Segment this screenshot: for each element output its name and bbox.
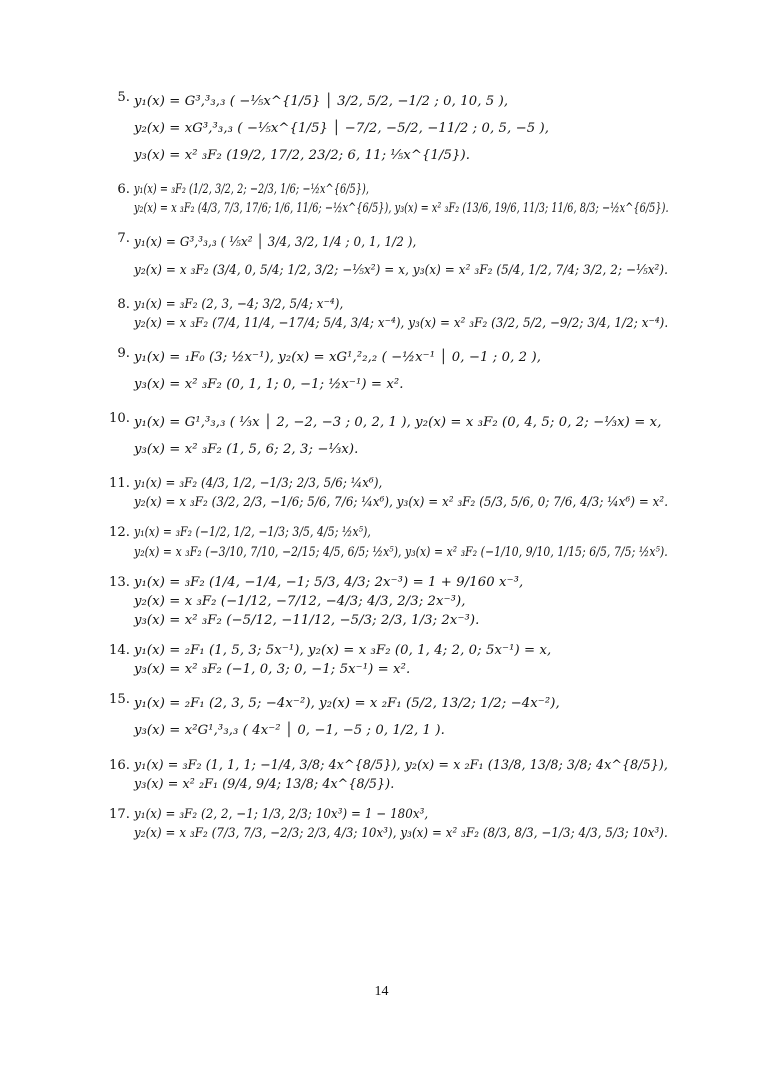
formula-line: y₂(x) = x ₃F₂ (3/4, 0, 5/4; 1/2, 3/2; −⅕x²) = x, y₃(x) = x² ₃F₂ (5/4, 1/2, 7/4; 3/2, 2; −⅕x²). xyxy=(134,262,669,278)
formula-number: 6. xyxy=(117,182,130,198)
formula-number: 15. xyxy=(109,692,130,708)
formula-number: 11. xyxy=(109,476,130,492)
formula-item xyxy=(104,523,668,561)
formula-item xyxy=(104,295,669,333)
formula-item xyxy=(104,641,664,679)
formula-body xyxy=(134,641,664,679)
formula-item xyxy=(104,573,664,630)
formula-body xyxy=(134,690,664,744)
formula-item xyxy=(104,180,669,218)
formula-body xyxy=(134,344,664,398)
formula-line: y₃(x) = x²G¹,³₃,₃ ( 4x⁻² │ 0, −1, −5 ; 0, 1/2, 1 ). xyxy=(134,723,445,739)
formula-item xyxy=(104,474,669,512)
formula-line: y₁(x) = ₃F₂ (4/3, 1/2, −1/3; 2/3, 5/6; ¼x⁶), xyxy=(134,476,383,492)
formula-line: y₃(x) = x² ₂F₁ (9/4, 9/4; 13/8; 4x^{8/5}). xyxy=(134,776,395,792)
formula-line: y₂(x) = x ₃F₂ (−3/10, 7/10, −2/15; 4/5, 6/5; ½x⁵), y₃(x) = x² ₃F₂ (−1/10, 9/10, 1/15; 6/5, 7/5; ½x⁵). xyxy=(134,544,668,560)
formula-number: 13. xyxy=(109,574,130,590)
formula-body xyxy=(134,573,664,630)
formula-line: y₁(x) = G³,³₃,₃ ( −⅕x^{1/5} │ 3/2, 5/2, −1/2 ; 0, 10, 5 ), xyxy=(134,94,509,109)
formula-body xyxy=(134,229,724,283)
formula-line: y₃(x) = x² ₃F₂ (1, 5, 6; 2, 3; −⅓x). xyxy=(134,442,359,458)
formula-line: y₂(x) = xG³,³₃,₃ ( −⅕x^{1/5} │ −7/2, −5/2, −11/2 ; 0, 5, −5 ), xyxy=(134,121,550,137)
formula-number: 9. xyxy=(117,345,130,361)
formula-line: y₁(x) = ₂F₁ (2, 3, 5; −4x⁻²), y₂(x) = x ₂F₁ (5/2, 13/2; 1/2; −4x⁻²), xyxy=(134,696,560,712)
formula-line: y₁(x) = ₃F₂ (2, 2, −1; 1/3, 2/3; 10x³) = 1 − 180x³, xyxy=(134,806,429,822)
formula-item xyxy=(104,805,668,843)
formula-line: y₁(x) = G¹,³₃,₃ ( ⅓x │ 2, −2, −3 ; 0, 2, 1 ), y₂(x) = x ₃F₂ (0, 4, 5; 0, 2; −⅓x) = x, xyxy=(134,415,662,430)
formula-number: 17. xyxy=(109,806,130,822)
formula-line: y₁(x) = ₃F₂ (1/2, 3/2, 2; −2/3, 1/6; −½x^{6/5}), xyxy=(134,182,370,198)
formula-body xyxy=(134,88,664,169)
formula-body xyxy=(134,295,728,333)
formula-body xyxy=(134,523,763,561)
formula-item xyxy=(104,756,668,794)
formula-number: 7. xyxy=(117,231,130,247)
formula-body xyxy=(134,805,731,843)
formula-line: y₂(x) = x ₃F₂ (7/3, 7/3, −2/3; 2/3, 4/3; 10x³), y₃(x) = x² ₃F₂ (8/3, 8/3, −1/3; 4/3, 5/3; 10x³). xyxy=(134,825,668,841)
page-number: 14 xyxy=(374,984,389,999)
formula-item xyxy=(104,88,664,169)
formula-number: 8. xyxy=(117,296,130,312)
formula-line: y₁(x) = ₃F₂ (1/4, −1/4, −1; 5/3, 4/3; 2x⁻³) = 1 + 9/160 x⁻³, xyxy=(134,574,524,590)
formula-line: y₃(x) = x² ₃F₂ (−5/12, −11/12, −5/3; 2/3, 1/3; 2x⁻³). xyxy=(134,612,480,628)
formula-number: 12. xyxy=(109,525,130,541)
formula-line: y₃(x) = x² ₃F₂ (19/2, 17/2, 23/2; 6, 11; ⅕x^{1/5}). xyxy=(134,148,471,164)
formula-line: y₃(x) = x² ₃F₂ (0, 1, 1; 0, −1; ½x⁻¹) = x². xyxy=(134,376,404,392)
formula-number: 10. xyxy=(109,411,130,426)
formula-line: y₃(x) = x² ₃F₂ (−1, 0, 3; 0, −1; 5x⁻¹) = x². xyxy=(134,662,411,678)
formula-item xyxy=(104,229,669,283)
formula-line: y₁(x) = ₂F₁ (1, 5, 3; 5x⁻¹), y₂(x) = x ₃F₂ (0, 1, 4; 2, 0; 5x⁻¹) = x, xyxy=(134,643,552,659)
formula-item xyxy=(104,344,664,398)
formula-line: y₂(x) = x ₃F₂ (4/3, 7/3, 17/6; 1/6, 11/6; −½x^{6/5}), y₃(x) = x² ₃F₂ (13/6, 19/6, 11/3; 11/6, 8/3; −½x^{6/5}). xyxy=(134,201,669,217)
formula-number: 14. xyxy=(109,643,130,659)
formula-number: 5. xyxy=(117,90,130,105)
formula-line: y₁(x) = ₁F₀ (3; ½x⁻¹), y₂(x) = xG¹,²₂,₂ ( −½x⁻¹ │ 0, −1 ; 0, 2 ), xyxy=(134,349,541,365)
formula-item xyxy=(104,690,664,744)
formula-item xyxy=(104,409,664,463)
formula-line: y₂(x) = x ₃F₂ (3/2, 2/3, −1/6; 5/6, 7/6; ¼x⁶), y₃(x) = x² ₃F₂ (5/3, 5/6, 0; 7/6, 4/3; ¼x⁶) = x². xyxy=(134,495,669,511)
formula-line: y₁(x) = G³,³₃,₃ ( ⅕x² │ 3/4, 3/2, 1/4 ; 0, 1, 1/2 ), xyxy=(134,235,417,251)
formula-list xyxy=(104,88,669,854)
formula-body xyxy=(134,756,692,794)
formula-body xyxy=(134,474,731,512)
formula-line: y₂(x) = x ₃F₂ (−1/12, −7/12, −4/3; 4/3, 2/3; 2x⁻³), xyxy=(134,593,466,609)
formula-line: y₁(x) = ₃F₂ (−1/2, 1/2, −1/3; 3/5, 4/5; ½x⁵), xyxy=(134,525,371,541)
formula-line: y₁(x) = ₃F₂ (1, 1, 1; −1/4, 3/8; 4x^{8/5}), y₂(x) = x ₂F₁ (13/8, 13/8; 3/8; 4x^{8/5}), xyxy=(134,757,668,773)
formula-number: 16. xyxy=(109,757,130,773)
formula-body xyxy=(134,180,763,218)
formula-line: y₂(x) = x ₃F₂ (7/4, 11/4, −17/4; 5/4, 3/4; x⁻⁴), y₃(x) = x² ₃F₂ (3/2, 5/2, −9/2; 3/4, 1/2; x⁻⁴). xyxy=(134,315,669,331)
formula-line: y₁(x) = ₃F₂ (2, 3, −4; 3/2, 5/4; x⁻⁴), xyxy=(134,296,344,312)
formula-body xyxy=(134,409,664,463)
